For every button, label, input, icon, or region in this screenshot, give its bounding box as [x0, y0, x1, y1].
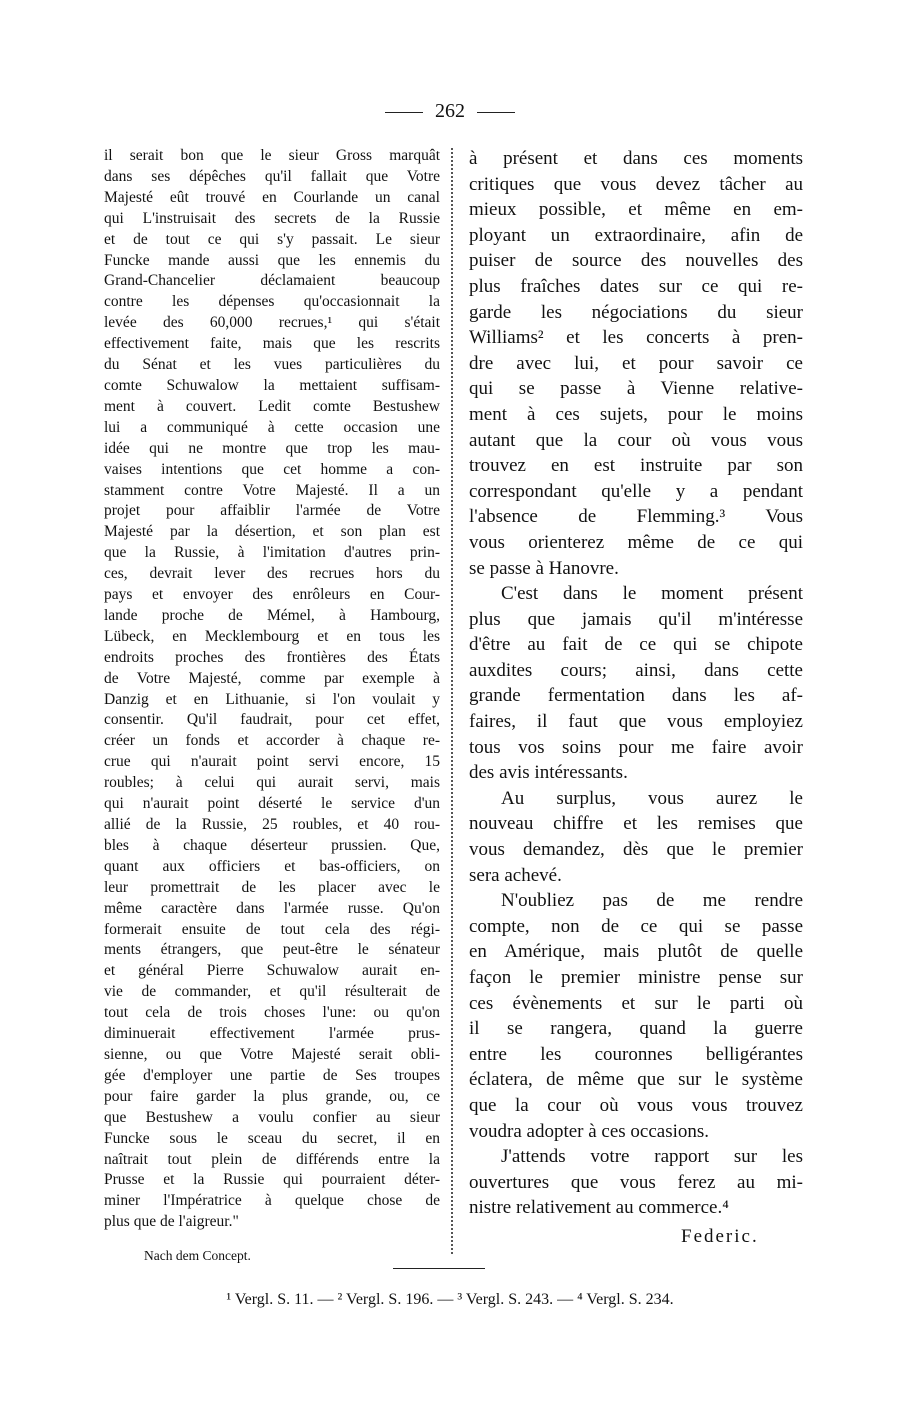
left-column	[104, 146, 440, 1233]
text-line: allié de la Russie, 25 roubles, et 40 rou-	[104, 816, 440, 833]
text-line: créer un fonds et accorder à chaque re-	[104, 732, 440, 750]
text-line: ments étrangers, que peut-être le sénateur	[104, 941, 440, 959]
text-line: lui a communiqué à cette occasion une	[104, 418, 440, 436]
text-line: vous demandez, dès que le premier	[469, 839, 803, 861]
text-line: Funcke mande aussi que les ennemis du	[104, 251, 440, 269]
text-line: contre les dépenses qu'occasionnait la	[104, 293, 440, 311]
text-line: Majesté eût trouvé en Courlande un canal	[104, 188, 440, 206]
column-divider	[451, 148, 453, 1254]
text-line: voudra adopter à ces occasions.	[469, 1120, 710, 1142]
text-line: que la cour où vous vous trouvez	[469, 1094, 803, 1116]
text-line: gée d'employer une partie de Ses troupes	[104, 1066, 440, 1084]
text-line: consentir. Qu'il faudrait, pour cet effet,	[104, 711, 440, 729]
text-line: d'être au fait de ce qui se chipote	[469, 634, 803, 656]
text-line: tous vos soins pour me faire avoir	[469, 736, 803, 758]
text-line: ployant un extraordinaire, afin de	[469, 224, 803, 246]
text-line: ouvertures que vous ferez au mi-	[469, 1171, 803, 1193]
text-line: à présent et dans ces moments	[469, 148, 803, 169]
text-line: dans ses dépêches qu'il fallait que Votre	[104, 167, 440, 185]
text-line: sera achevé.	[469, 864, 562, 886]
text-line: dre avec lui, et pour savoir ce	[469, 352, 803, 374]
text-line: même caractère dans l'armée russe. Qu'on	[104, 899, 440, 917]
text-line: lande proche de Mémel, à Hambourg,	[104, 606, 440, 624]
text-line: nistre relativement au commerce.⁴	[469, 1197, 729, 1219]
text-line: éclatera, de même que sur le système	[469, 1069, 803, 1091]
text-line: J'attends votre rapport sur les	[501, 1146, 803, 1168]
text-line: Prusse et la Russie qui pourraient déter-	[104, 1171, 440, 1189]
text-line: quant aux officiers et bas-officiers, on	[104, 857, 440, 875]
page-number: 262	[435, 100, 465, 122]
text-line: et de tout ce qui s'y passait. Le sieur	[104, 230, 440, 248]
signature: Federic.	[681, 1226, 759, 1247]
text-line: compte, non de ce qui se passe	[469, 915, 803, 937]
text-line: comte Schuwalow la mettaient suffisam-	[104, 376, 440, 394]
footnotes: ¹ Vergl. S. 11. — ² Vergl. S. 196. — ³ Vergl. S. 243. — ⁴ Vergl. S. 234.	[226, 1291, 674, 1308]
text-line: plus que jamais qu'il m'intéresse	[469, 608, 803, 630]
text-line: se passe à Hanovre.	[469, 557, 619, 579]
text-line: qui n'aurait point déserté le service d'un	[104, 795, 440, 813]
text-line: formerait ensuite de tout cela des régi-	[104, 920, 440, 938]
text-line: crue qui n'aurait point servi encore, 15	[104, 753, 440, 771]
text-line: Danzig et en Lithuanie, si l'on voulait y	[104, 690, 440, 708]
text-line: plus que de l'aigreur."	[104, 1213, 239, 1231]
footnote-rule	[393, 1268, 485, 1269]
text-line: vous orienterez même de ce qui	[469, 531, 803, 553]
text-line: nouveau chiffre et les remises que	[469, 813, 803, 835]
text-line: leur promettrait de les placer avec le	[104, 878, 440, 896]
right-column	[469, 146, 803, 1221]
text-line: Au surplus, vous aurez le	[501, 787, 803, 809]
text-line: façon le premier ministre pense sur	[469, 967, 803, 988]
text-line: l'absence de Flemming.³ Vous	[469, 506, 803, 528]
text-line: pour faire garder la plus grande, ou, ce	[104, 1087, 440, 1105]
text-line: autant que la cour où vous vous	[469, 429, 803, 451]
text-line: sienne, ou que Votre Majesté serait obli-	[104, 1045, 440, 1063]
text-line: Majesté par la désertion, et son plan est	[104, 523, 440, 541]
text-line: il serait bon que le sieur Gross marquât	[104, 147, 440, 164]
text-line: auxdites cours; ainsi, dans cette	[469, 659, 803, 681]
text-line: bles à chaque déserteur prussien. Que,	[104, 836, 440, 854]
text-line: mieux possible, et même en em-	[469, 199, 803, 221]
text-line: il se rangera, quand la guerre	[469, 1018, 803, 1040]
text-line: Williams² et les concerts à pren-	[469, 327, 803, 349]
text-line: que la Russie, à l'imitation d'autres prin-	[104, 544, 440, 562]
text-line: correspondant qu'elle y a pendant	[469, 480, 803, 502]
source-note: Nach dem Concept.	[144, 1248, 251, 1263]
text-line: diminuerait effectivement l'armée prus-	[104, 1025, 440, 1043]
text-line: qui se passe à Vienne relative-	[469, 378, 803, 400]
text-line: ces évènements et sur le parti où	[469, 992, 803, 1014]
text-line: C'est dans le moment présent	[501, 583, 803, 605]
text-line: garde les négociations du sieur	[469, 301, 803, 323]
text-line: endroits proches des frontières des États	[104, 648, 440, 666]
text-line: N'oubliez pas de me rendre	[501, 890, 803, 912]
text-line: ces, devrait lever des recrues hors du	[104, 565, 440, 583]
text-line: plus fraîches dates sur ce qui re-	[469, 275, 803, 297]
text-line: grande fermentation dans les af-	[469, 685, 803, 707]
text-line: puiser de source des nouvelles des	[469, 250, 803, 272]
text-line: stamment contre Votre Majesté. Il a un	[104, 481, 440, 499]
page-header	[0, 100, 900, 123]
text-line: roubles; à celui qui aurait servi, mais	[104, 774, 440, 792]
text-line: pays et envoyer des enrôleurs en Cour-	[104, 586, 440, 604]
text-line: Lübeck, en Mecklembourg et en tous les	[104, 627, 440, 645]
text-line: projet pour affaiblir l'armée de Votre	[104, 502, 440, 520]
text-line: qui L'instruisait des secrets de la Russie	[104, 209, 440, 227]
text-line: et général Pierre Schuwalow aurait en-	[104, 962, 440, 980]
text-line: ment à couvert. Ledit comte Bestushew	[104, 397, 440, 415]
text-line: idée qui ne montre que trop les mau-	[104, 439, 440, 457]
text-line: ment à ces sujets, pour le moins	[469, 403, 803, 425]
text-line: critiques que vous devez tâcher au	[469, 173, 803, 195]
text-line: en Amérique, mais plutôt de quelle	[469, 941, 803, 963]
text-line: naîtrait tout plein de différends entre la	[104, 1150, 440, 1168]
text-line: levée des 60,000 recrues,¹ qui s'était	[104, 314, 440, 332]
header-rule-left	[385, 112, 423, 113]
text-line: entre les couronnes belligérantes	[469, 1043, 803, 1065]
text-line: faires, il faut que vous employiez	[469, 711, 803, 733]
text-line: effectivement faite, mais que les rescrits	[104, 335, 440, 353]
text-line: des avis intéressants.	[469, 762, 628, 784]
text-line: trouvez en est instruite par son	[469, 455, 803, 477]
text-line: tout cela de trois choses l'une: ou qu'on	[104, 1004, 440, 1022]
text-line: de Votre Majesté, comme par exemple à	[104, 669, 440, 687]
text-line: Funcke sous le sceau du secret, il en	[104, 1129, 440, 1147]
text-line: miner l'Impératrice à quelque chose de	[104, 1192, 440, 1210]
text-line: du Sénat et les vues particulières du	[104, 356, 440, 374]
text-line: vie de commander, et qu'il résulterait de	[104, 983, 440, 1001]
header-rule-right	[477, 112, 515, 113]
text-line: Grand-Chancelier déclamaient beaucoup	[104, 272, 440, 290]
text-line: vaises intentions que cet homme a con-	[104, 460, 440, 478]
text-line: que Bestushew a voulu confier au sieur	[104, 1108, 440, 1126]
